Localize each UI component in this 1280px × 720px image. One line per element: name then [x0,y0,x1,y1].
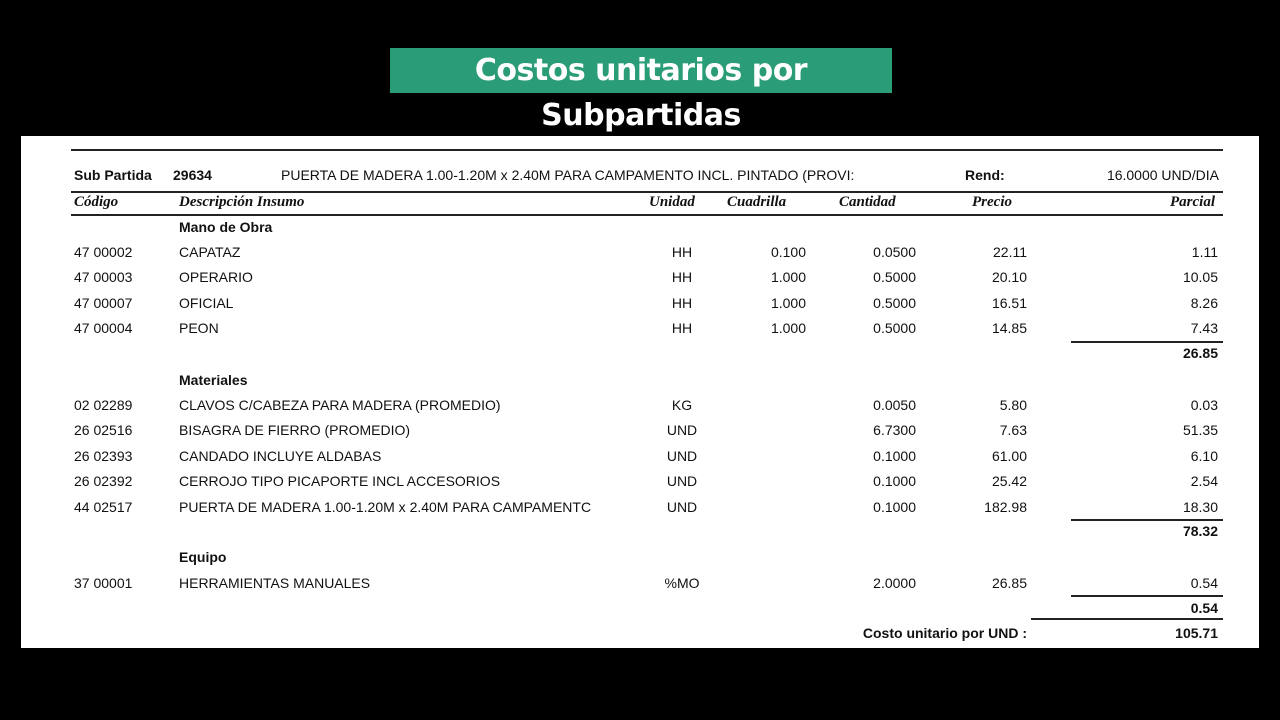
cell-codigo: 47 00002 [74,244,133,260]
cell-precio: 26.85 [991,575,1027,591]
subpartida-description: PUERTA DE MADERA 1.00-1.20M x 2.40M PARA CAMPAMENTO INCL. PINTADO (PROVI: [281,167,855,183]
rend-value: 16.0000 UND/DIA [1106,167,1219,183]
cell-parcial: 7.43 [1190,320,1218,337]
cell-parcial: 2.54 [1190,473,1218,490]
cell-descripcion: HERRAMIENTAS MANUALES [179,575,371,591]
slide-title: Costos unitarios por Subpartidas [390,48,892,93]
cell-unidad: HH [671,294,693,311]
cell-parcial: 1.11 [1191,244,1218,260]
cell-parcial: 8.26 [1190,294,1218,311]
cell-parcial: 6.10 [1190,447,1218,464]
cell-codigo: 37 00001 [74,575,133,591]
cell-descripcion: CANDADO INCLUYE ALDABAS [179,447,382,464]
cell-descripcion: PEON [179,320,219,337]
col-header-cantidad: Cantidad [839,194,896,210]
total-value: 105.71 [1175,625,1218,641]
section-title-equipo: Equipo [179,549,227,565]
cell-unidad: %MO [664,575,700,591]
cell-unidad: UND [666,498,698,515]
header-rule-lower [71,214,1223,216]
section-title-materiales: Materiales [179,372,248,388]
top-rule [71,149,1223,151]
cell-codigo: 26 02393 [74,447,133,464]
cell-codigo: 26 02392 [74,473,133,490]
cell-precio: 16.51 [991,294,1027,311]
cost-sheet [21,136,1259,648]
cell-cantidad: 0.1000 [873,447,916,464]
cell-codigo: 02 02289 [74,397,133,413]
cell-cuadrilla: 1.000 [770,294,806,311]
subtotal-mano-obra: 26.85 [1182,345,1218,361]
cell-cantidad: 0.5000 [873,320,916,337]
cell-parcial: 0.54 [1190,575,1218,591]
cell-descripcion: OPERARIO [179,269,253,286]
cell-parcial: 18.30 [1182,498,1218,515]
cell-unidad: HH [671,269,693,286]
subtotal-rule-mano-obra [1071,341,1223,343]
cell-descripcion: CERROJO TIPO PICAPORTE INCL ACCESORIOS [179,473,501,490]
cell-cantidad: 0.1000 [873,498,916,515]
cell-cantidad: 0.0500 [873,244,916,260]
cell-unidad: UND [666,473,698,490]
cell-codigo: 47 00007 [74,294,133,311]
cell-cantidad: 0.1000 [873,473,916,490]
cell-unidad: HH [671,244,693,260]
cell-codigo: 47 00004 [74,320,133,337]
cell-precio: 14.85 [991,320,1027,337]
cell-cuadrilla: 0.100 [770,244,806,260]
cell-descripcion: OFICIAL [179,294,234,311]
cell-precio: 182.98 [984,498,1027,515]
total-rule [1031,618,1223,620]
subtotal-rule-equipo [1071,595,1223,597]
cell-cuadrilla: 1.000 [770,320,806,337]
cell-unidad: KG [671,397,693,413]
subpartida-code: 29634 [173,167,212,183]
col-header-parcial: Parcial [1170,194,1215,210]
cell-precio: 61.00 [991,447,1027,464]
col-header-unidad: Unidad [649,194,695,210]
cell-cantidad: 0.5000 [873,269,916,286]
subtotal-rule-materiales [1071,519,1223,521]
cell-unidad: UND [666,447,698,464]
cell-parcial: 10.05 [1182,269,1218,286]
cell-precio: 20.10 [991,269,1027,286]
subtotal-materiales: 78.32 [1182,523,1218,539]
cell-codigo: 26 02516 [74,422,133,439]
subtotal-equipo: 0.54 [1190,600,1218,616]
rend-label: Rend: [965,167,1005,183]
total-label: Costo unitario por UND : [862,625,1027,641]
col-header-precio: Precio [972,194,1012,210]
cell-parcial: 0.03 [1190,397,1218,413]
cell-precio: 25.42 [991,473,1027,490]
subpartida-label: Sub Partida [74,167,152,183]
cell-descripcion: PUERTA DE MADERA 1.00-1.20M x 2.40M PARA CAMPAMENTC [179,498,592,515]
cell-cuadrilla: 1.000 [770,269,806,286]
cell-codigo: 47 00003 [74,269,133,286]
cell-precio: 7.63 [999,422,1027,439]
cell-descripcion: CAPATAZ [179,244,241,260]
cell-cantidad: 0.5000 [873,294,916,311]
section-title-mano-obra: Mano de Obra [179,219,273,235]
col-header-cuadrilla: Cuadrilla [727,194,787,210]
cell-descripcion: CLAVOS C/CABEZA PARA MADERA (PROMEDIO) [179,397,501,413]
cell-cantidad: 6.7300 [873,422,916,439]
cell-descripcion: BISAGRA DE FIERRO (PROMEDIO) [179,422,411,439]
cell-precio: 5.80 [999,397,1027,413]
cell-precio: 22.11 [993,244,1027,260]
cell-parcial: 51.35 [1182,422,1218,439]
cell-codigo: 44 02517 [74,498,133,515]
col-header-descripcion: Descripción Insumo [179,194,305,210]
cell-cantidad: 0.0050 [873,397,916,413]
cell-unidad: HH [671,320,693,337]
cell-unidad: UND [666,422,698,439]
col-header-codigo: Código [74,194,119,210]
cell-cantidad: 2.0000 [873,575,916,591]
